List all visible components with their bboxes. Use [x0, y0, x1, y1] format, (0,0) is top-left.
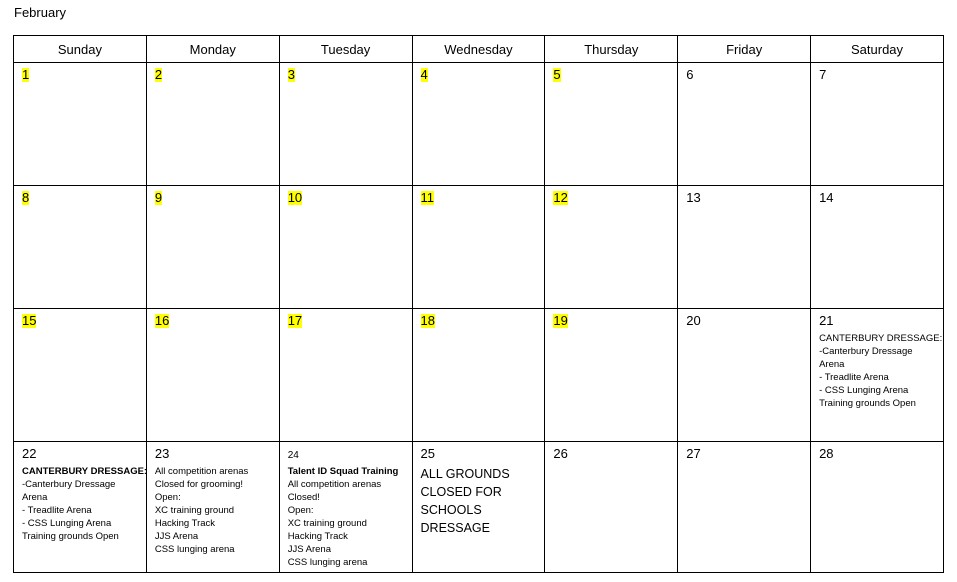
day-cell[interactable] — [14, 309, 147, 442]
event-notes — [288, 465, 405, 569]
weekday-wednesday: Wednesday — [412, 36, 545, 63]
day-cell[interactable] — [279, 186, 412, 309]
day-number: 1 — [22, 67, 30, 82]
event-note-line: All competition arenas — [154, 466, 249, 477]
day-cell[interactable] — [14, 63, 147, 186]
weekday-thursday: Thursday — [545, 36, 678, 63]
day-cell[interactable] — [146, 442, 279, 573]
event-note-line: Arena — [22, 492, 48, 503]
day-number: 2 — [154, 67, 163, 82]
day-cell[interactable] — [678, 442, 811, 573]
weekday-saturday: Saturday — [811, 36, 944, 63]
day-cell[interactable] — [678, 186, 811, 309]
day-cell[interactable] — [412, 63, 545, 186]
event-note-line: CSS lunging arena — [154, 544, 235, 555]
weekday-header-row — [14, 36, 944, 63]
day-cell[interactable] — [279, 442, 412, 573]
day-cell[interactable] — [811, 309, 944, 442]
day-number: 12 — [553, 190, 568, 205]
day-number: 18 — [420, 313, 435, 328]
calendar-grid — [13, 35, 944, 573]
day-number: 27 — [686, 446, 701, 461]
day-cell[interactable] — [811, 186, 944, 309]
event-note-line: - CSS Lunging Arena — [22, 518, 112, 529]
event-note-line: - CSS Lunging Arena — [819, 385, 909, 396]
day-cell[interactable] — [146, 63, 279, 186]
week-row — [14, 442, 944, 573]
event-note-line: CSS lunging arena — [287, 557, 368, 568]
day-cell[interactable] — [279, 63, 412, 186]
day-cell[interactable] — [146, 186, 279, 309]
day-number: 15 — [22, 313, 37, 328]
day-cell[interactable] — [146, 309, 279, 442]
day-number: 14 — [819, 190, 834, 205]
day-cell[interactable] — [678, 309, 811, 442]
day-number: 19 — [553, 313, 568, 328]
day-cell[interactable] — [811, 63, 944, 186]
day-cell[interactable] — [279, 309, 412, 442]
day-number: 21 — [819, 313, 834, 328]
day-number: 22 — [22, 446, 37, 461]
day-number: 20 — [686, 313, 701, 328]
event-note-line: - Treadlite Arena — [819, 372, 889, 383]
closure-notice-line: ALL GROUNDS — [420, 467, 510, 481]
day-cell[interactable] — [545, 186, 678, 309]
day-number: 8 — [22, 190, 30, 205]
week-row — [14, 309, 944, 442]
event-note-line: Arena — [819, 359, 845, 370]
event-note-line: JJS Arena — [154, 531, 199, 542]
day-number: 23 — [154, 446, 170, 461]
event-note-line: Hacking Track — [154, 518, 216, 529]
closure-notice-line: CLOSED FOR — [420, 485, 502, 499]
day-number: 26 — [553, 446, 568, 461]
closure-notice-line: SCHOOLS — [420, 503, 482, 517]
closure-notice-line: DRESSAGE — [420, 521, 490, 535]
day-number: 28 — [819, 446, 834, 461]
day-cell[interactable] — [811, 442, 944, 573]
event-note-line: CANTERBURY DRESSAGE: — [819, 333, 943, 344]
day-cell[interactable] — [545, 442, 678, 573]
day-cell[interactable] — [678, 63, 811, 186]
event-notes — [22, 465, 148, 543]
event-note-line: Talent ID Squad Training — [287, 466, 399, 477]
day-cell[interactable] — [14, 186, 147, 309]
day-cell[interactable] — [545, 309, 678, 442]
weekday-tuesday: Tuesday — [279, 36, 412, 63]
event-note-line: Training grounds Open — [22, 531, 119, 542]
event-notes — [819, 332, 943, 410]
week-row — [14, 186, 944, 309]
day-number: 4 — [420, 67, 428, 82]
event-note-line: - Treadlite Arena — [22, 505, 92, 516]
event-note-line: -Canterbury Dressage — [819, 346, 913, 357]
day-number: 13 — [686, 190, 701, 205]
weekday-sunday: Sunday — [14, 36, 147, 63]
event-note-line: All competition arenas — [287, 479, 382, 490]
event-note-line: JJS Arena — [287, 544, 331, 555]
month-title: February — [14, 5, 67, 20]
closure-notice — [421, 465, 538, 537]
week-row — [14, 63, 944, 186]
event-note-line: XC training ground — [287, 518, 367, 529]
day-cell[interactable] — [412, 309, 545, 442]
event-note-line: Closed for grooming! — [154, 479, 244, 490]
weekday-monday: Monday — [146, 36, 279, 63]
day-number: 6 — [686, 67, 694, 82]
event-note-line: Open: — [154, 492, 181, 503]
event-note-line: Training grounds Open — [819, 398, 916, 409]
day-number: 16 — [154, 313, 170, 328]
day-number: 11 — [420, 190, 435, 205]
day-number: 25 — [420, 446, 435, 461]
day-number: 3 — [287, 67, 295, 82]
day-number: 7 — [819, 67, 827, 82]
event-note-line: CANTERBURY DRESSAGE: — [22, 466, 148, 477]
day-number: 5 — [553, 67, 561, 82]
event-note-line: -Canterbury Dressage — [22, 479, 116, 490]
day-cell[interactable] — [545, 63, 678, 186]
day-cell[interactable] — [14, 442, 147, 573]
day-cell[interactable] — [412, 186, 545, 309]
event-note-line: Open: — [287, 505, 314, 516]
day-cell[interactable] — [412, 442, 545, 573]
event-note-line: Closed! — [287, 492, 320, 503]
day-number: 17 — [287, 313, 303, 328]
day-number: 9 — [154, 190, 163, 205]
day-number: 10 — [287, 190, 303, 205]
event-notes — [155, 465, 272, 556]
event-note-line: Hacking Track — [287, 531, 348, 542]
day-number: 24 — [287, 450, 299, 461]
event-note-line: XC training ground — [154, 505, 235, 516]
weekday-friday: Friday — [678, 36, 811, 63]
